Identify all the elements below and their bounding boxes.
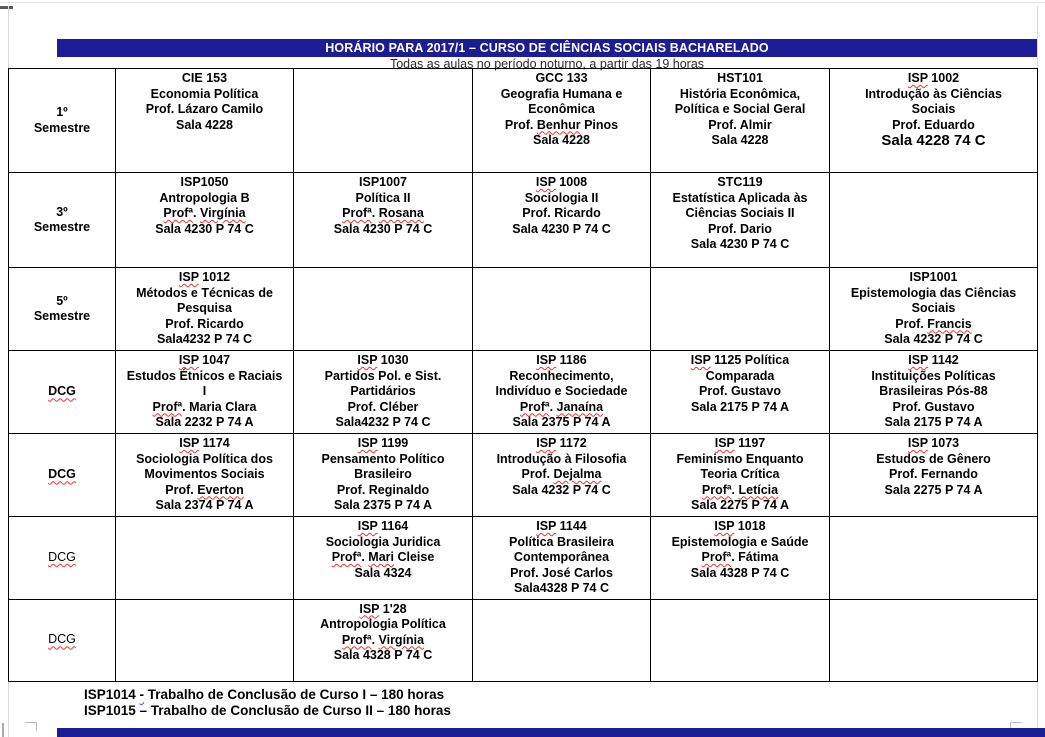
course-cell: ISP1050 Antropologia B Profª. Virgínia Sala 4230 P 74 C [116,173,294,268]
subtitle: Todas as aulas no período noturno, a partir das 19 horas [389,57,705,71]
course-cell: ISP 1186 Reconhecimento, Indivíduo e Sociedade Profª. Janaína Sala 2375 P 74 A [473,351,651,434]
text-boundary-mark-left [25,722,37,731]
table-row [9,173,1038,268]
row-label: DCG [9,517,116,600]
page-title: HORÁRIO PARA 2017/1 – CURSO DE CIÊNCIAS SOCIAIS BACHARELADO [325,41,769,55]
course-cell: ISP 1125 Política Comparada Prof. Gustavo Sala 2175 P 74 A [651,351,830,434]
row-label: 5º Semestre [9,268,116,351]
course-cell: ISP 1164 Sociologia Juridica Profª. Mari Cleise Sala 4324 [294,517,473,600]
title-bar [57,39,1037,57]
course-cell: HST101 História Econômica, Política e Social Geral Prof. Almir Sala 4228 [651,69,830,173]
course-cell [830,173,1038,268]
next-page-title-bar [57,728,1045,737]
course-cell: ISP1007 Política II Profª. Rosana Sala 4230 P 74 C [294,173,473,268]
table-row [9,268,1038,351]
course-cell: ISP 1012 Métodos e Técnicas de Pesquisa Prof. Ricardo Sala4232 P 74 C [116,268,294,351]
course-cell: CIE 153 Economia Política Prof. Lázaro Camilo Sala 4228 [116,69,294,173]
course-cell: ISP 1197 Feminismo Enquanto Teoria Crítica Profª. Letícia Sala 2275 P 74 A [651,434,830,517]
table-row [9,69,1038,173]
course-cell [116,599,294,681]
course-cell: ISP 1002 Introdução às Ciências Sociais Prof. Eduardo Sala 4228 74 C [830,69,1038,173]
course-cell: ISP 1073 Estudos de Gênero Prof. Fernando Sala 2275 P 74 A [830,434,1038,517]
course-cell [116,517,294,600]
course-cell [473,599,651,681]
course-cell [473,268,651,351]
row-label: DCG [9,351,116,434]
row-label: 3º Semestre [9,173,116,268]
course-cell: ISP 1142 Instituições Políticas Brasileiras Pós-88 Prof. Gustavo Sala 2175 P 74 A [830,351,1038,434]
row-label: DCG [9,434,116,517]
page-edge-mark [0,6,13,9]
row-label: DCG [9,599,116,681]
course-cell: ISP 1018 Epistemologia e Saúde Profª. Fátima Sala 4328 P 74 C [651,517,830,600]
course-cell [651,599,830,681]
table-row [9,351,1038,434]
table-row [9,517,1038,600]
table-row [9,599,1038,681]
row-label: 1º Semestre [9,69,116,173]
course-cell [830,599,1038,681]
footer-note: ISP1014 - Trabalho de Conclusão de Curso I – 180 horas [84,687,445,702]
course-cell [651,268,830,351]
course-cell: ISP 1144 Política Brasileira Contemporânea Prof. José Carlos Sala4328 P 74 C [473,517,651,600]
course-cell: ISP 1'28 Antropologia Política Profª. Virgínia Sala 4328 P 74 C [294,599,473,681]
course-cell [294,268,473,351]
course-cell: ISP 1047 Estudos Étnicos e Raciais I Profª. Maria Clara Sala 2232 P 74 A [116,351,294,434]
course-cell: ISP1001 Epistemologia das Ciências Sociais Prof. Francis Sala 4232 P 74 C [830,268,1038,351]
course-cell: ISP 1030 Partidos Pol. e Sist. Partidários Prof. Cléber Sala4232 P 74 C [294,351,473,434]
footer-note: ISP1015 – Trabalho de Conclusão de Curso II – 180 horas [84,703,451,718]
course-cell: ISP 1199 Pensamento Político Brasileiro Prof. Reginaldo Sala 2375 P 74 A [294,434,473,517]
course-cell: ISP 1008 Sociologia II Prof. Ricardo Sala 4230 P 74 C [473,173,651,268]
page-top-rule [0,2,1045,3]
page-edge-mark [2,723,4,737]
course-cell: GCC 133 Geografia Humana e Econômica Prof. Benhur Pinos Sala 4228 [473,69,651,173]
schedule-table [8,68,1038,682]
table-row [9,434,1038,517]
course-cell: ISP 1174 Sociologia Política dos Movimentos Sociais Prof. Everton Sala 2374 P 74 A [116,434,294,517]
course-cell: ISP 1172 Introdução à Filosofia Prof. Dejalma Sala 4232 P 74 C [473,434,651,517]
course-cell [830,517,1038,600]
course-cell: STC119 Estatística Aplicada às Ciências Sociais II Prof. Dario Sala 4230 P 74 C [651,173,830,268]
course-cell [294,69,473,173]
footer-notes [84,687,451,719]
